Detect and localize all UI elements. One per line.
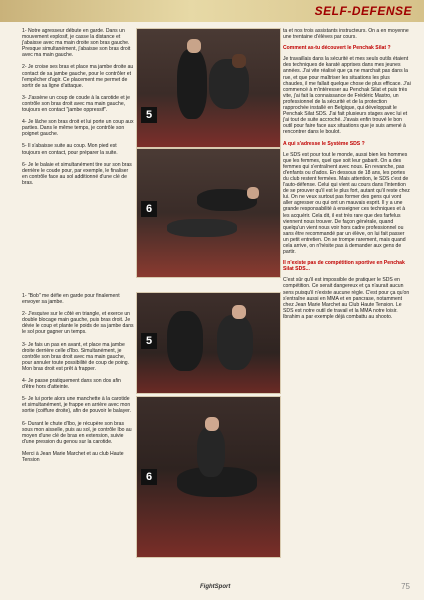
step-paragraph: 6- Je le balaie et simultanément tire sur son bras derrière le coude pour, par exemple, le finaliser en contrôle face au sol additionné d'une clé de bras. <box>22 161 132 186</box>
header-bar <box>0 0 424 22</box>
step-paragraph: 5- Il s'abaisse suite au coup. Mon pied est toujours en contact, pour préparer la suite. <box>22 143 118 156</box>
left-bottom-text <box>22 293 134 469</box>
credits-paragraph: Merci à Jean Marie Marchet et au club Haute Tension <box>22 450 124 463</box>
step-paragraph: 3- J'assène un coup de coude à la carotide et je contrôle son bras droit avec ma main gauche, toujours en contact "jambe oppressif". <box>22 94 131 114</box>
photo-number: 5 <box>141 333 157 349</box>
interview-question: A qui s'adresse le Système SDS ? <box>283 140 365 147</box>
interview-question: Il n'existe pas de compétition sportive en Penchak Silat SDS... <box>283 260 405 273</box>
photo-number: 6 <box>141 201 157 217</box>
photo-number: 5 <box>141 107 157 123</box>
interview-paragraph: ta et nos trois assistants instructeurs. On a en moyenne une trentaine d'élèves par cours. <box>283 28 409 41</box>
step-paragraph: 1- Notre agresseur débute en garde. Dans un mouvement explosif, je casse la distance et j'abaisse avec ma main droite son bras gauche. Presque simultanément, j'abaisse son bras droit avec ma main gauche. <box>22 28 131 59</box>
step-paragraph: 3- Je fais un pas en avant, et place ma jambe droite derrière celle d'Ibo. Simultanément, je contrôle son bras droit avec ma main gauche, pour annuler toute possibilité de coup de poing. Mon bras droit est prêt à frapper. <box>22 341 130 372</box>
page-number: 75 <box>401 582 410 591</box>
step-paragraph: 4- Je lâche son bras droit et lui porte un coup aux parties. Dans le même temps, je contrôle son poignet gauche. <box>22 119 134 138</box>
step-paragraph: 2- J'esquive sur le côté en triangle, et exerce un double blocage main gauche, puis bras droit. Je dévie le coup et plante le poids de sa jambe dans le sol pour gagner un temps. <box>22 311 134 336</box>
step-paragraph: 1- "Bob" me défie en garde pour finalement envoyer sa jambe. <box>22 293 120 306</box>
interview-paragraph: C'est sûr qu'il est impossible de pratiquer le SDS en compétition. Ce serait dangereux et ça n'aurait aucun sens puisqu'il n'existe aucune règle. C'est pour ça qu'on s'entraîne aussi en MMA et en pancrase, notamment chez Jean Marie Marchet au Club Haute Tension. Le SDS est notre outil de travail et la MMA notre loisir. Ibrahim a par exemple déjà combattu au shooto. <box>283 277 410 320</box>
left-column <box>22 28 134 463</box>
step-paragraph: 2- Je croise ses bras et place ma jambe droite au contact de sa jambe gauche, pour le contrôler et l'empêcher d'agir. Ce placement me permet de sortir de sa ligne d'attaque. <box>22 64 134 89</box>
step-paragraph: 5- Je lui porte alors une manchette à la carotide et simultanément, je frappe en arrière avec mon sortie (coiffure droite), afin de pouvoir le balayer. <box>22 396 131 415</box>
section-title: SELF-DEFENSE <box>314 4 412 18</box>
interview-question: Comment as-tu découvert le Penchak Silat ? <box>283 45 391 52</box>
photo-step-5-top <box>136 28 281 148</box>
photo-step-5-bottom <box>136 292 281 394</box>
footer-brand: FightSport <box>200 584 231 590</box>
photo-step-6-top <box>136 148 281 278</box>
interview-paragraph: Le SDS est pour tout le monde, aussi bien les hommes que les femmes, quel que soit leur gabarit. On a des femmes qui s'entraînent avec nous. En revanche, pas d'enfants ou d'ados. En dessous de 18 ans, les portes du club restent fermées. Mais attention, le SDS c'est de l'auto-défense. Celui qui vient au cours dans l'intention de se prouver qu'il est le plus fort, autant qu'il reste chez lui. On ne veux surtout pas former des gens qui vont aller agresser ou qui ont un mauvais esprit. Il y a une grande responsabilité à enseigner ces techniques et à les acquérir. Cela dit, il est très rare que des farfelus viennent nous trouver. De façon générale, quand quelqu'un vient nous voir hors cadre professionnel ou sans être recommandé par un élève, on lui fait passer un petit entretien. On se trompe rarement, mais quand cela arrive, on n'hésite pas à demander aux gens de partir. <box>283 151 410 256</box>
step-paragraph: 4- Je passe pratiquement dans son dos afin d'être hors d'atteinte. <box>22 378 121 391</box>
right-column <box>283 28 411 325</box>
interview-paragraph: Je travaillais dans la sécurité et mes seuls outils étaient des techniques de karaté apprises dans mes jeunes années. J'ai vite réalisé que ça ne marchait pas dans la rue, et que pour maîtriser les situations les plus chaudes, il me fallait quelque chose de plus efficace. J'ai commencé à m'intéresser au Penchak Silat et puis très vite, j'ai fait la connaissance de Frédéric Mastro, un professionnel de la sécurité et de la protection rapprochée installé en Belgique, qui développait le Penchak Silat SDS. J'ai fait plusieurs stages avec lui et j'ai tout de suite accroché. J'avais enfin trouvé le bon outil pour faire face aux situations que je suis amené à rencontrer dans le boulot. <box>283 56 411 136</box>
left-top-text <box>22 28 134 186</box>
photo-step-6-bottom <box>136 396 281 558</box>
step-paragraph: 6- Durant le chute d'Ibo, je récupère son bras sous mon aisselle, puis au sol, je contrôle Ibo au moyen d'une clé de bras en extension, suivie d'une pression du genou sur la carotide. <box>22 420 132 445</box>
photo-number: 6 <box>141 469 157 485</box>
